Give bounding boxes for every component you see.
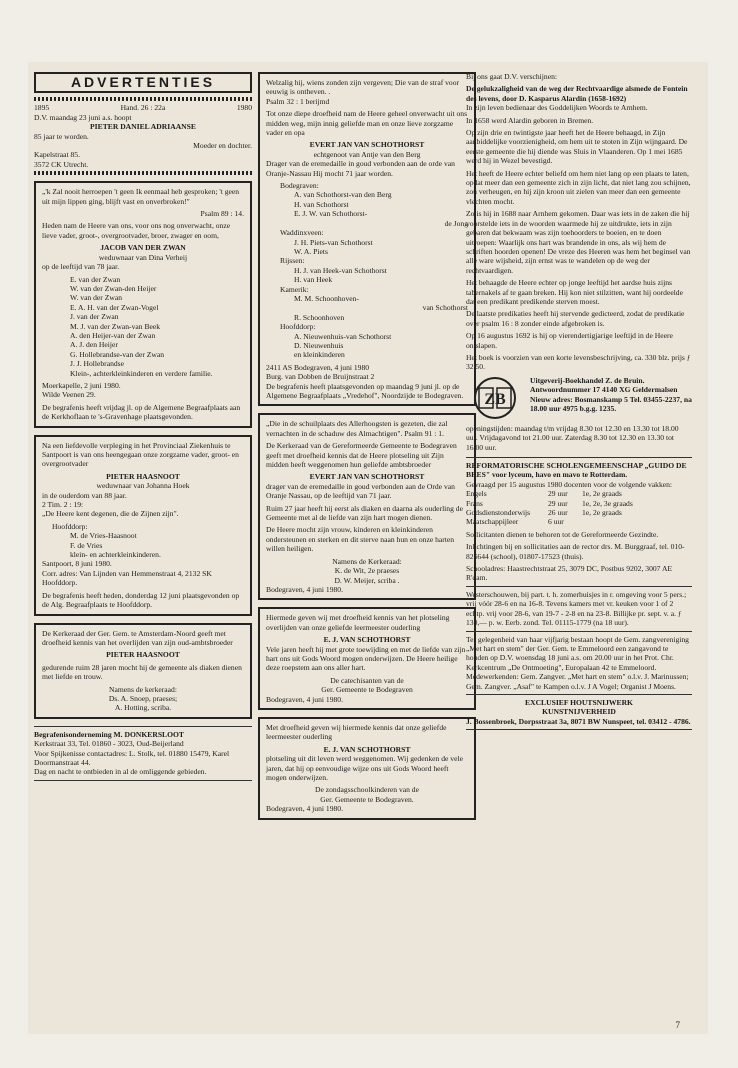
subject-row	[466, 517, 692, 526]
age-line: in de ouderdom van 88 jaar.	[42, 490, 127, 500]
birth-year: 1895	[34, 103, 50, 113]
family-member: E. J. W. van Schothorst-	[294, 209, 368, 219]
subject-hours: 29 uur	[548, 489, 568, 499]
signer: A. Hotting, scriba.	[114, 703, 172, 713]
divider-rule	[466, 729, 692, 730]
sign-line: Namens de Kerkeraad:	[332, 556, 402, 566]
ad-donkersloot	[34, 730, 252, 777]
quote-ref: Psalm 32 : 1 berijmd	[266, 96, 330, 106]
ad-vanderzwan	[34, 181, 252, 427]
divider-rule	[34, 780, 252, 781]
subject-grade	[582, 517, 692, 526]
book-paragraph: Zo is hij in 1688 naar Arnhem gekomen. Daar was iets in de zaken die hij voorstelde iets in de woorden waarmede hij ze uitdrukte, iets in zijn gebaren dat bekwaam was zijn toehoorders te boeien, en te doen uitroepen: Waarlijk ons hart was brandende in ons, als wij hem de schriften hoorden openen! De vreze des Heeren was hem het beginsel van alle ware wijsheid, zijn ernst was te wandelen op de weg der rechtvaardigen.	[466, 209, 691, 275]
burial-text: De begrafenis heeft vrijdag jl. op de Algemene Begraafplaats aan de Kerkhoflaan te 's-Gravenhage plaatsgevonden.	[42, 402, 241, 422]
body-text: Ruim 27 jaar heeft hij eerst als diaken en daarna als ouderling de Gemeente met al de liefde van zijn hart mogen dienen.	[266, 503, 463, 523]
intro-text: De Kerkeraad van de Gereformeerde Gemeente te Bodegraven geeft met droefheid kennis dat de Heere plotseling uit Zijn midden heeft weggenomen hun geliefde ambtsbroeder	[266, 441, 457, 470]
divider-rule	[34, 726, 252, 727]
sign-line: Ger. Gemeente te Bodegraven.	[320, 794, 414, 804]
page-number: 7	[675, 1020, 680, 1030]
divider-rule	[466, 694, 692, 695]
subject-hours: 29 uur	[548, 498, 568, 508]
quote-ref: Psalm 89 : 14.	[200, 209, 244, 219]
publisher-text: Uitgeverij-Boekhandel Z. de Bruin. Antwoordnummer 17 4140 XG Geldermalsen Nieuw adres: Bosmanskamp 5 Tel. 03455-2237, na 18.00 uur 4975 b.g.g. 1235.	[530, 375, 692, 413]
ad-schothorst-church	[258, 413, 476, 600]
deceased-name: EVERT JAN VAN SCHOTHORST	[309, 472, 425, 482]
body-text: gedurende ruim 28 jaren mocht hij de gemeente als diaken dienen met liefde en trouw.	[42, 662, 242, 682]
group-place: Rijssen:	[280, 256, 305, 266]
desc-text: Drager van de eremedaille in goud verbonden aan de orde van Oranje-Nassau Hij mocht 71 jaar worden.	[266, 159, 455, 178]
subject-grade: 1e, 2e graads	[582, 508, 622, 518]
divider-hatch	[34, 171, 252, 175]
family-member: Klein-, achterkleinkinderen en verdere familie.	[70, 368, 213, 378]
family-member: A. J. den Heijer	[70, 340, 118, 350]
age-line: 85 jaar te worden.	[34, 131, 89, 141]
divider-hatch	[34, 97, 252, 101]
quote-text: „De Heere kent degenen, die de Zijnen zijn".	[42, 509, 179, 519]
sign-line: Ger. Gemeente te Bodegraven	[321, 685, 413, 695]
street-line: Burg. van Dobben de Bruijnstraat 2	[266, 372, 375, 382]
publisher-block	[466, 376, 692, 420]
burial-text: De begrafenis heeft heden, donderdag 12 juni plaatsgevonden op de Alg. Begraafplaats te Hoofddorp.	[42, 590, 240, 610]
deceased-name: JACOB VAN DER ZWAN	[100, 243, 186, 253]
sign-line: De catechisanten van de	[330, 675, 404, 685]
ad-haasnoot-church	[34, 623, 252, 719]
school-title: REFORMATORISCHE SCHOLENGEMEENSCHAP „GUIDO DE BRES" voor lyceum, havo en mavo te Rotterdam.	[466, 461, 687, 480]
book-paragraph: Op zijn drie en twintigste jaar heeft het de Heere behaagd, in Zijn aanbiddelijke voorzienigheid, om hem uit te stoten in Zijn wijngaard. De eerste gemeente die hij diende was Sluis in Vlaanderen. Op 1 mei 1685 werd hij in Wezel bevestigd.	[466, 128, 688, 166]
book-title: De gelukzaligheid van de weg der Rechtvaardige alsmede de Fontein des levens, door D. Kasparus Alardin (1658-1692)	[466, 84, 688, 103]
family-member: H. J. van Heek-van Schothorst	[294, 265, 387, 275]
family-member: A. Nieuwenhuis-van Schothorst	[294, 331, 392, 341]
subject-name: Frans	[466, 498, 483, 508]
date-line: Bodegraven, 4 juni 1980.	[266, 804, 343, 814]
current-year: 1980	[236, 103, 252, 113]
deceased-name: E. J. VAN SCHOTHORST	[323, 635, 411, 645]
body-text: Vele jaren heeft hij met grote toewijding en met de liefde van zijn hart ons uit Gods Woord mogen onderwijzen. De Heere heilige deze roepstem aan ons aller hart.	[266, 644, 466, 673]
family-member: W. van der Zwan-den Heijer	[70, 283, 157, 293]
subject-grade: 1e, 2e graads	[582, 489, 622, 499]
family-group	[266, 322, 468, 360]
sign-line: Namens de kerkeraad:	[109, 684, 177, 694]
ad-book	[466, 72, 692, 372]
ad-school	[466, 461, 692, 583]
street-line: Wilde Veenen 29.	[42, 390, 96, 400]
date-line: Bodegraven, 4 juni 1980.	[266, 584, 343, 594]
ad-schothorst-family	[258, 72, 476, 406]
family-member: W. A. Piets	[294, 246, 328, 256]
quote-text: „Die in de schuilplaats des Allerhoogsten is gezeten, die zal vernachten in de schaduw des Almachtigen". Psalm 91 : 1.	[266, 419, 448, 438]
family-member: F. de Vries	[70, 540, 103, 550]
group-place: Hoofddorp:	[280, 322, 316, 332]
subject-grade: 1e, 2e, 3e graads	[582, 498, 633, 508]
school-paragraph: Sollicitanten dienen te behoren tot de Gereformeerde Gezindte.	[466, 529, 659, 539]
intro-text: Tot onze diepe droefheid nam de Heere geheel onverwacht uit ons midden weg, mijn innig geliefde man en onze lieve zorgzame vader en opa	[266, 109, 468, 138]
subject-row	[466, 499, 692, 508]
family-member: en kleinkinderen	[294, 350, 345, 360]
newspaper-page	[28, 62, 708, 1034]
zb-logo-icon	[466, 376, 524, 420]
subject-hours: 26 uur	[548, 508, 568, 518]
family-list	[42, 275, 244, 378]
family-member: J. van der Zwan	[70, 312, 119, 322]
ad-haasnoot-family	[34, 435, 252, 616]
family-member: H. van Schothorst	[294, 199, 349, 209]
intro-text: De Kerkeraad der Ger. Gem. te Amsterdam-Noord geeft met droefheid kennis van het overlijden van zijn oud-ambtsbroeder	[42, 628, 233, 647]
date-line: Santpoort, 8 juni 1980.	[42, 559, 112, 569]
column-left	[34, 72, 252, 784]
family-group	[266, 228, 468, 256]
body-text: De Heere mocht zijn vrouw, kinderen en kleinkinderen ondersteunen en sterken en dit sterve naan hun en onze harten willen heiligen.	[266, 525, 455, 554]
family-member: W. van der Zwan	[70, 293, 123, 303]
ad-holiday: Westerschouwen, bij part. t. h. zomerhuisjes in r. omgeving voor 5 pers.; vrij vóór 28-6 en na 16-8. Tevens kamers met vr. keuken voor 1 of 2 echtp. vrij voor 28-6, van 19-7 - 2-8 en na 23-8. Billijke pr. sept. v. a. ƒ 130,— p. w. Eerb. zond. Tel. 01115-1779 (na 18 uur).	[466, 589, 687, 628]
family-member: van Schothorst	[422, 303, 468, 313]
quote-text: Welzalig hij, wiens zonden zijn vergeven; Die van de straf voor eeuwig is ontheven. .	[266, 78, 460, 97]
subject-name: Engels	[466, 489, 487, 499]
wood-sub: KUNSTNIJVERHEID	[542, 707, 616, 717]
book-paragraph: De laatste predikaties heeft hij stervende gedicteerd, zodat de predikatie over psalm 16 : 8 zonder einde afgebroken is.	[466, 309, 685, 328]
family-member: de Jong	[444, 218, 468, 228]
group-place: Waddinxveen:	[280, 228, 324, 238]
spouse-line: echtgenoot van Antje van den Berg	[313, 149, 421, 159]
book-paragraph: Het behaagde de Heere echter op jonge leeftijd het aardse huis zijns tabernakels af te gaan breken. Hij kon niet stilzitten, want hij oordeelde dat een predikant predikende sterven moest.	[466, 278, 683, 306]
ad-woodcarving	[466, 698, 692, 726]
family-member: M. de Vries-Haasnoot	[70, 531, 137, 541]
ad-concert: Ter gelegenheid van haar vijfjarig bestaan hoopt de Gem. zangvereniging „Met hart en stem" der Ger. Gem. te Emmeloord een zangavond te houden op D.V. woensdag 18 juni a.s. om 20.00 uur in het Prot. Chr. Kerkcentrum „De Ontmoeting", Europalaan 42 te Emmeloord. Medewerkenden: Gem. Zangver. „Met hart en stem" o.l.v. J. Marinussen; Gem. Zangver. „Asaf" te Kampen o.l.v. J A Vogel; Organist J Moens.	[466, 634, 689, 691]
intro-text: Hiermede geven wij met droefheid kennis van het plotseling overlijden van onze geliefde leermeester ouderling	[266, 613, 450, 632]
corr-address: Corr. adres: Van Lijnden van Hemmenstraat 4, 2132 SK Hoofddorp.	[42, 568, 212, 588]
family-member: R. Schoonhoven	[294, 312, 345, 322]
date-line: 2411 AS Bodegraven, 4 juni 1980	[266, 362, 370, 372]
school-paragraph: Inlichtingen bij en sollicitaties aan de rector drs. M. Burggraaf, tel. 010-826644 (school), 01807-17523 (thuis).	[466, 542, 685, 561]
family-group	[266, 256, 468, 284]
family-group	[266, 285, 468, 323]
book-paragraph: Op 16 augustus 1692 is hij op vierendertigjarige leeftijd in de Heere ontslapen.	[466, 331, 673, 350]
family-member: M. J. van der Zwan-van Beek	[70, 321, 161, 331]
divider-rule	[466, 586, 692, 587]
person-name: PIETER DANIEL ADRIAANSE	[90, 122, 196, 132]
widower-line: weduwnaar van Dina Verheij	[98, 252, 188, 262]
place-line: Hoofddorp:	[52, 521, 88, 531]
company-title: Begrafenisonderneming M. DONKERSLOOT	[34, 729, 184, 739]
column-right	[466, 72, 692, 733]
widower-line: weduwnaar van Johanna Hoek	[96, 481, 190, 491]
age-line: op de leeftijd van 78 jaar.	[42, 262, 120, 272]
family-member: E. A. H. van der Zwan-Vogel	[70, 302, 159, 312]
company-line: Voor Spijkenisse contactadres: L. Stolk, tel. 01880 15479, Karel Doormanstraat 44.	[34, 748, 230, 767]
ad-schothorst-sundayschool	[258, 717, 476, 820]
deceased-name: PIETER HAASNOOT	[106, 471, 180, 481]
company-line: Dag en nacht te ontbieden in al de omliggende gebieden.	[34, 767, 207, 777]
wood-text: J. Bossenbroek, Dorpsstraat 3a, 8071 BW Nunspeet, tel. 03412 - 4786.	[466, 716, 691, 726]
date-line: D.V. maandag 23 juni a.s. hoopt	[34, 112, 132, 122]
body-text: plotseling uit dit leven werd weggenomen. Wij gedenken de vele jaren, dat hij op eenvoudige wijze ons uit Gods Woord heeft mogen onderwijzen.	[266, 754, 463, 782]
opening-hours: openingstijden: maandag t/m vrijdag 8.30 tot 12.30 en 13.30 tot 18.00 uur. Vrijdagavond tot 21.00 uur. Zaterdag 8.30 tot 12.30 en 13.30 tot 16.00 uur.	[466, 423, 679, 452]
ad-birthday	[34, 103, 252, 169]
deceased-name: E. J. VAN SCHOTHORST	[323, 744, 411, 754]
family-member: A. den Heijer-van der Zwan	[70, 330, 156, 340]
zb-logo-text: ZB	[484, 390, 506, 408]
group-place: Bodegraven:	[280, 181, 319, 191]
family-member: G. Hollebrandse-van der Zwan	[70, 349, 165, 359]
signer: K. de Wit, 2e praeses	[334, 566, 400, 576]
burial-text: De begrafenis heeft plaatsgevonden op maandag 9 juni jl. op de Algemene Begraafplaats „Vredehof", Noordzijde te Bodegraven.	[266, 381, 464, 400]
subject-row	[466, 489, 692, 498]
book-paragraph: In 1658 werd Alardin geboren in Bremen.	[466, 115, 594, 125]
intro-text: Heden nam de Heere van ons, voor ons nog onverwacht, onze lieve vader, groot-, overgrootvader, broer, zwager en oom,	[42, 221, 231, 240]
place-date: Moerkapelle, 2 juni 1980.	[42, 380, 121, 390]
family-member: klein- en achterkleinkinderen.	[70, 550, 161, 560]
book-intro: Bij ons gaat D.V. verschijnen:	[466, 72, 557, 81]
ad-schothorst-catechism	[258, 607, 476, 710]
signer: D. W. Meijer, scriba .	[334, 575, 400, 585]
divider-rule	[466, 631, 692, 632]
company-line: Kerkstraat 33, Tel. 01860 - 3023, Oud-Beijerland	[34, 739, 184, 749]
family-member: J. J. Hollebrandse	[70, 359, 124, 369]
subject-name: Godsdienstonderwijs	[466, 508, 531, 518]
date-line: Bodegraven, 4 juni 1980.	[266, 694, 343, 704]
bible-ref: 2 Tim. 2 : 19:	[42, 500, 84, 510]
family-group	[266, 181, 468, 228]
section-header: ADVERTENTIES	[34, 72, 252, 93]
intro-text: Met droefheid geven wij hiermede kennis dat onze geliefde leermeester ouderling	[266, 722, 447, 742]
subject-row	[466, 508, 692, 517]
book-sub: In zijn leven bedienaar des Goddelijken Woords te Arnhem.	[466, 103, 648, 113]
desc-text: drager van de eremedaille in goud verbonden aan de Orde van Oranje Nassau, op de leeftijd van 71 jaar.	[266, 481, 455, 501]
book-paragraph: Het boek is voorzien van een korte levensbeschrijving, ca. 330 blz. prijs ƒ 32,50.	[466, 352, 691, 372]
subject-name: Maatschappijleer	[466, 517, 519, 527]
school-paragraph: Schooladres: Haastrechtstraat 25, 3079 DC, Postbus 9202, 3007 AE R'dam.	[466, 564, 673, 583]
quote-text: „'k Zal nooit herroepen 't geen Ik eenmaal heb gesproken; 't geen uit mijn lippen ging, blijft vast en onverbroken!"	[42, 187, 240, 206]
bible-ref: Hand. 26 : 22a	[120, 103, 166, 113]
family-member: E. van der Zwan	[70, 274, 121, 284]
street-line: Kapelstraat 85.	[34, 150, 80, 160]
family-member: J. H. Piets-van Schothorst	[294, 237, 373, 247]
city-line: 3572 CK Utrecht.	[34, 159, 89, 169]
deceased-name: EVERT JAN VAN SCHOTHORST	[309, 140, 425, 150]
divider-rule	[466, 457, 692, 458]
deceased-name: PIETER HAASNOOT	[106, 650, 180, 660]
family-line: Moeder en dochter.	[193, 141, 252, 151]
group-place: Kamerik:	[280, 284, 309, 294]
family-list	[42, 531, 244, 559]
sign-line: De zondagsschoolkinderen van de	[315, 785, 419, 795]
family-member: D. Nieuwenhuis	[294, 340, 344, 350]
family-member: A. van Schothorst-van den Berg	[294, 190, 392, 200]
family-member: M. M. Schoonhoven-	[294, 293, 359, 303]
wood-title: EXCLUSIEF HOUTSNIJWERK	[525, 697, 633, 707]
intro-text: Na een liefdevolle verpleging in het Provinciaal Ziekenhuis te Santpoort is van ons heengegaan onze zorgzame vader, groot- en overgrootvader	[42, 440, 239, 469]
signer: Ds. A. Snoep, praeses;	[108, 693, 178, 703]
school-intro: Gevraagd per 15 augustus 1980 docenten voor de volgende vakken:	[466, 479, 673, 489]
book-paragraph: Het heeft de Heere echter beliefd om hem niet lang op een plaats te laten, opdat meer dan een gemeente zich in zijn licht, dat niet lang zou schijnen, zou verheugen, en hij zijn kroon uit zielen van meer dan een gemeente vlechten mocht.	[466, 168, 691, 206]
family-member: H. van Heek	[294, 275, 333, 285]
column-middle	[258, 72, 476, 827]
subject-hours: 6 uur	[548, 517, 564, 527]
